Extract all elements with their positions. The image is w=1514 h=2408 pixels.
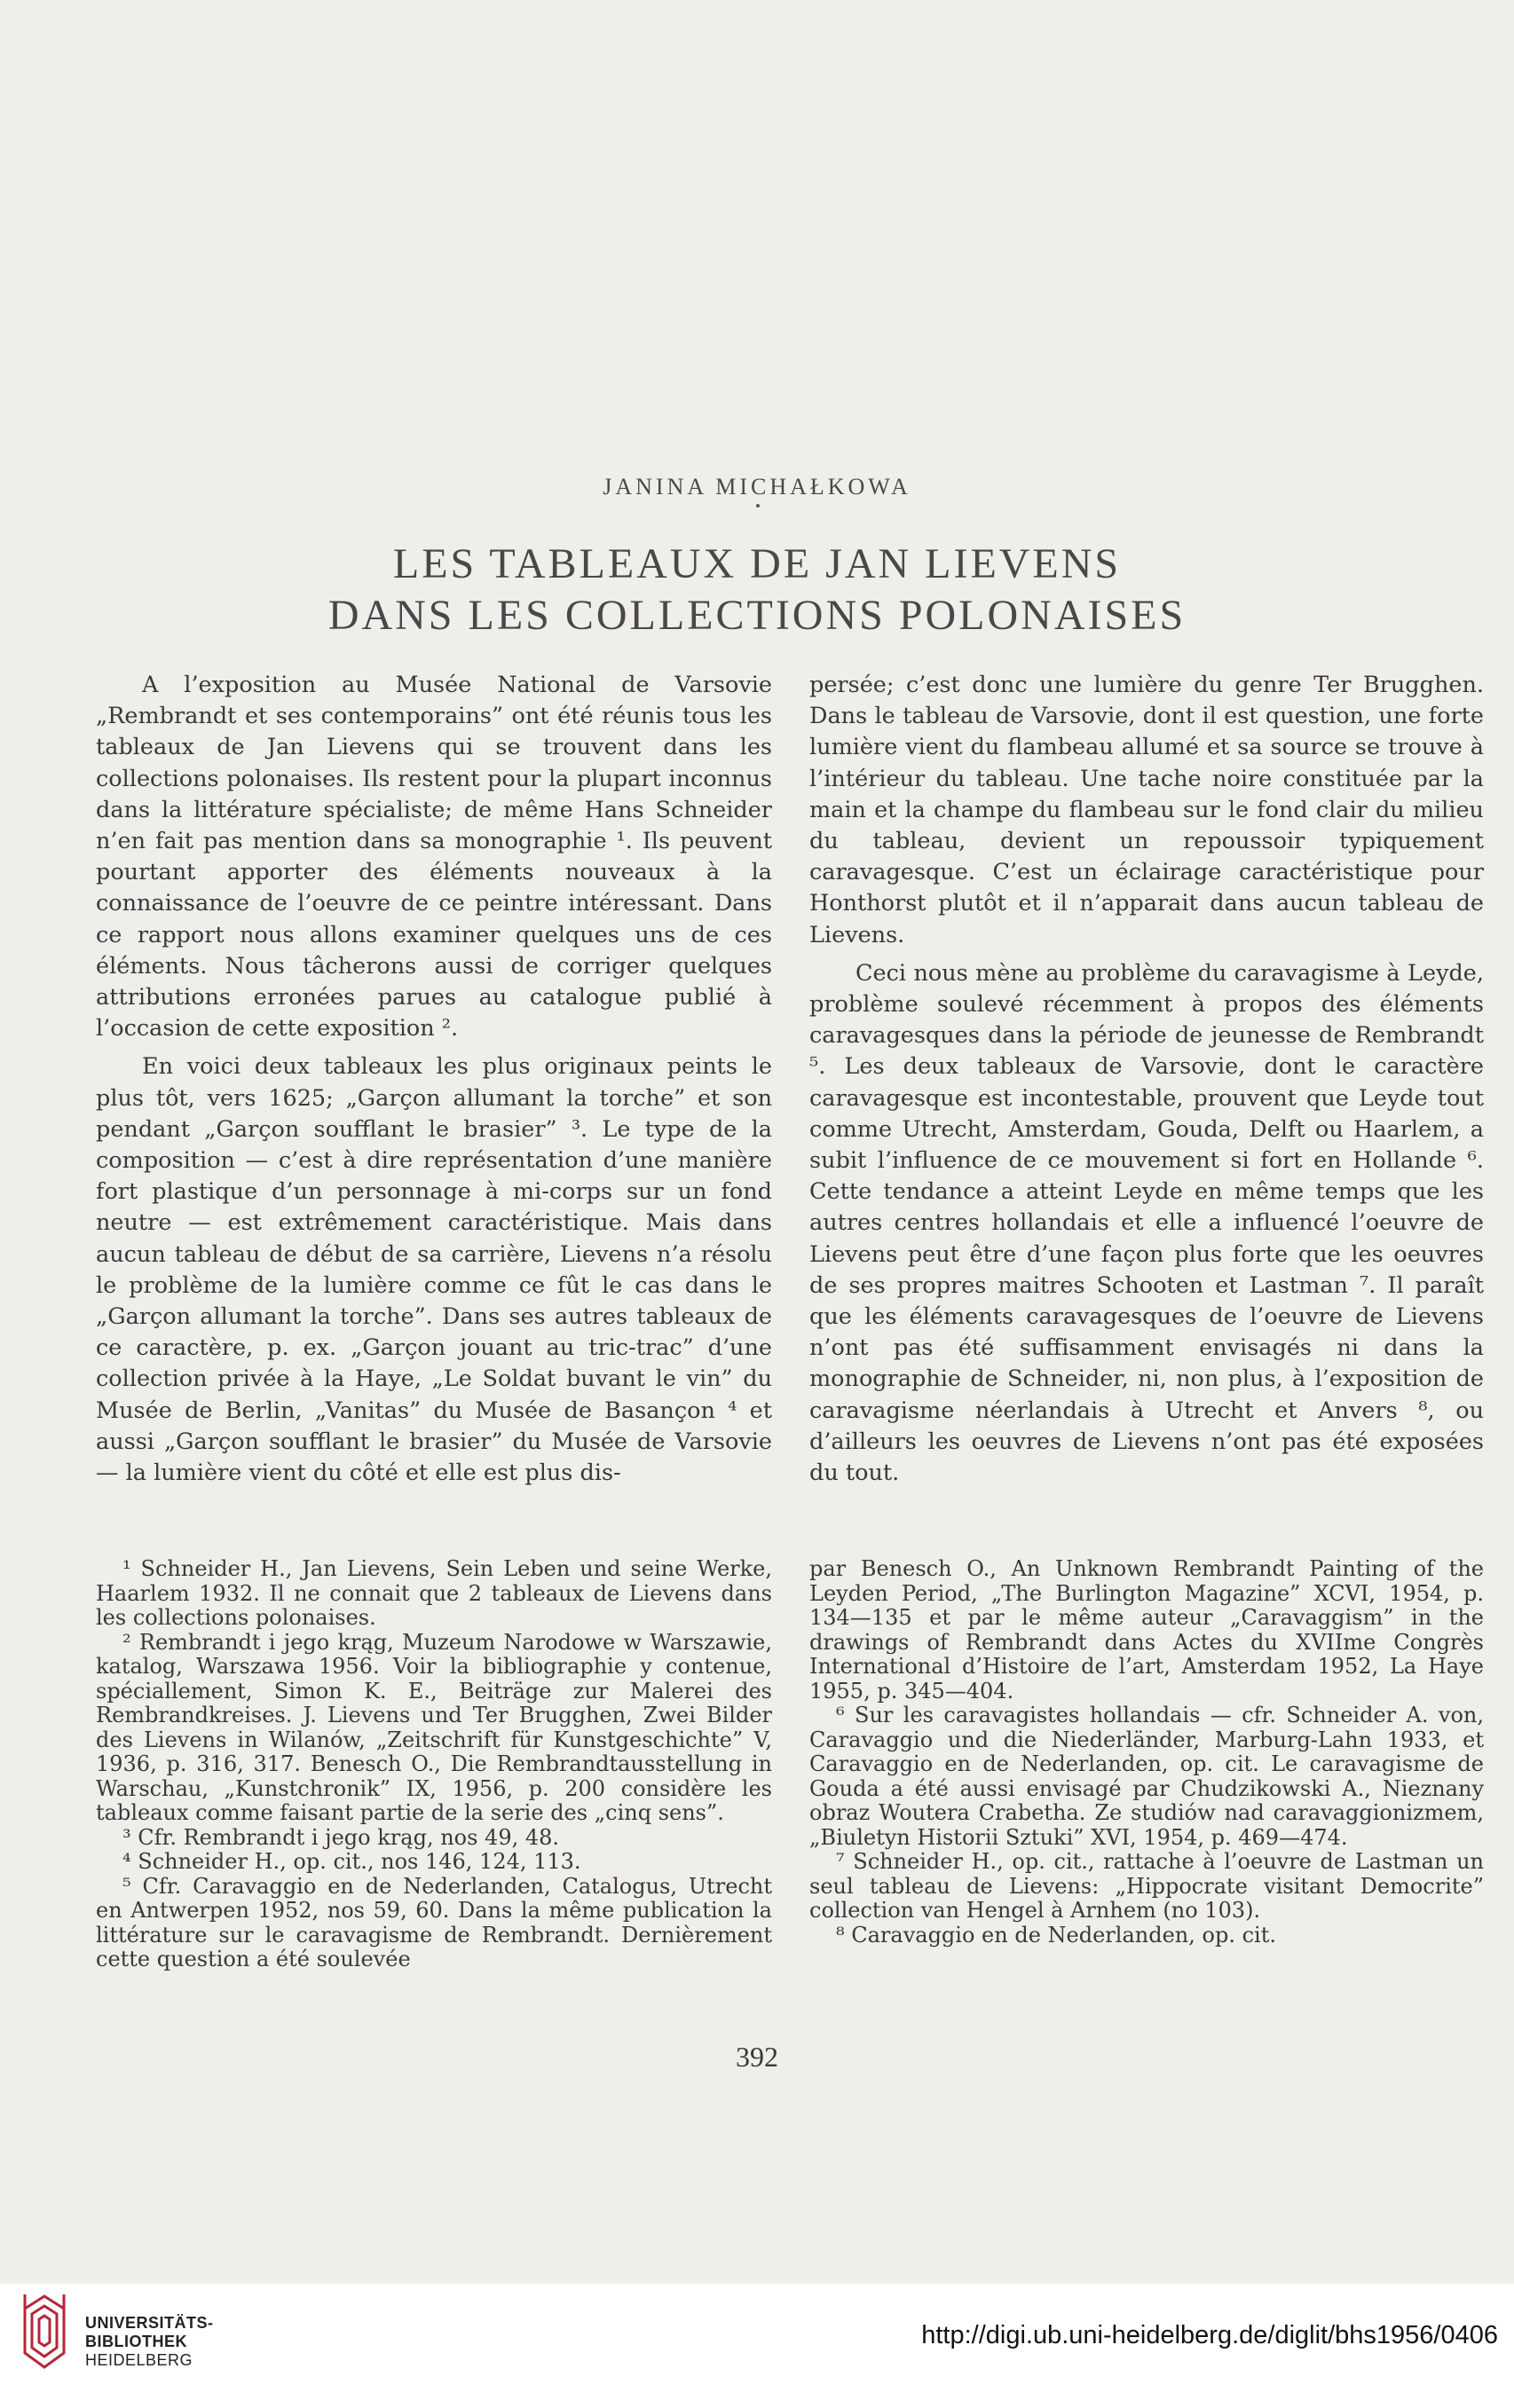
library-name-line-1: UNIVERSITÄTS-: [85, 2314, 214, 2332]
footnote-8: ⁸ Caravaggio en de Nederlanden, op. cit.: [836, 1922, 1276, 1948]
footnotes-right: [809, 1557, 1484, 1948]
library-name-line-2: BIBLIOTHEK: [85, 2333, 187, 2350]
source-url-link[interactable]: http://digi.ub.uni-heidelberg.de/diglit/bhs1956/0406: [921, 2321, 1498, 2349]
footnote-3: ³ Cfr. Rembrandt i jego krąg, nos 49, 48.: [122, 1824, 560, 1850]
footnote-6: ⁶ Sur les caravagistes hollandais — cfr. Schneider A. von, Caravaggio und die Niederländer, Marburg-Lahn 1933, et Caravaggio en de Nederlanden, op. cit. Le caravagisme de Gouda a été aussi envisagé par Chudzikowski A., Nieznany obraz Woutera Crabetha. Ze studiów nad caravaggionizmem, „Biuletyn Historii Sztuki” XVI, 1954, p. 469—474.: [809, 1703, 1484, 1850]
title-line-2: DANS LES COLLECTIONS POLONAISES: [327, 592, 1187, 639]
author-name: JANINA MICHAŁKOWA: [603, 474, 911, 500]
title-line-1: LES TABLEAUX DE JAN LIEVENS: [392, 540, 1122, 587]
decorative-dot: [756, 504, 760, 508]
left-paragraph-2: En voici deux tableaux les plus originaux peints le plus tôt, vers 1625; „Garçon allumant la torche” et son pendant „Garçon soufflant le brasier” ³. Le type de la composition — c’est à dire représentation d’une manière fort plastique d’un personnage à mi-corps sur un fond neutre — est extrêmement caractéristique. Mais dans aucun tableau de début de sa carrière, Lievens n’a résolu le problème de la lumière comme ce fût le cas dans le „Garçon allumant la torche”. Dans ses autres tableaux de ce caractère, p. ex. „Garçon jouant au tric-trac” d’une collection privée à la Haye, „Le Soldat buvant le vin” du Musée de Berlin, „Vanitas” du Musée de Basançon ⁴ et aussi „Garçon soufflant le brasier” du Musée de Varsovie — la lumière vient du côté et elle est plus dis-: [96, 1053, 772, 1487]
footnote-2: ² Rembrandt i jego krąg, Muzeum Narodowe w Warszawie, katalog, Warszawa 1956. Voir la bibliographie y contenue, spéciallement, Simon K. E., Beiträge zur Malerei des Rembrandkreises. J. Lievens und Ter Brugghen, Zwei Bilder des Lievens in Wilanów, „Zeitschrift für Kunstgeschichte” V, 1936, p. 316, 317. Benesch O., Die Rembrandtausstellung in Warschau, „Kunstchronik” IX, 1956, p. 200 considère les tableaux comme faisant partie de la serie des „cinq sens”.: [96, 1629, 772, 1825]
footnote-5-continued: par Benesch O., An Unknown Rembrandt Painting of the Leyden Period, „The Burlington Magazine” XCVI, 1954, p. 134—135 et par le même auteur „Caravaggism” in the drawings of Rembrandt dans Actes du XVIIme Congrès International d’Histoire de l’art, Amsterdam 1952, La Haye 1955, p. 345—404.: [809, 1556, 1484, 1704]
left-column: [96, 670, 772, 1489]
footnote-7: ⁷ Schneider H., op. cit., rattache à l’oeuvre de Lastman un seul tableau de Lievens: „Hippocrate visitant Democrite” collection van Hengel à Arnhem (no 103).: [809, 1849, 1484, 1923]
library-name: [85, 2314, 214, 2370]
right-paragraph-1: persée; c’est donc une lumière du genre Ter Brugghen. Dans le tableau de Varsovie, dont il est question, une forte lumière vient du flambeau allumé et sa source se trouve à l’intérieur du tableau. Une tache noire constituée par la main et la champe du flambeau sur le fond clair du milieu du tableau, devient un repoussoir typiquement caravagesque. C’est un éclairage caractéristique pour Honthorst plutôt et il n’apparait dans aucun tableau de Lievens.: [809, 672, 1484, 948]
left-paragraph-1: A l’exposition au Musée National de Varsovie „Rembrandt et ses contemporains” ont été réunis tous les tableaux de Jan Lievens qui se trouvent dans les collections polonaises. Ils restent pour la plupart inconnus dans la littérature spécialiste; de même Hans Schneider n’en fait pas mention dans sa monographie ¹. Ils peuvent pourtant apporter des éléments nouveaux à la connaissance de l’oeuvre de ce peintre intéressant. Dans ce rapport nous allons examiner quelques uns de ces éléments. Nous tâcherons aussi de corriger quelques attributions erronées parues au catalogue publié à l’occasion de cette exposition ².: [96, 672, 772, 1043]
library-name-line-3: HEIDELBERG: [85, 2351, 193, 2369]
footnote-5: ⁵ Cfr. Caravaggio en de Nederlanden, Catalogus, Utrecht en Antwerpen 1952, nos 59, 60. Dans la même publication la littérature sur le caravagisme de Rembrandt. Dernièrement cette question a été soulevée: [96, 1873, 772, 1971]
page-number: 392: [736, 2041, 778, 2073]
right-column: [809, 670, 1484, 1489]
library-logo-icon: [18, 2291, 71, 2373]
library-footer: [0, 2284, 1514, 2408]
footnotes-left: [96, 1557, 772, 1972]
footnote-1: ¹ Schneider H., Jan Lievens, Sein Leben und seine Werke, Haarlem 1932. Il ne connait que 2 tableaux de Lievens dans les collections polonaises.: [96, 1556, 772, 1630]
footnote-4: ⁴ Schneider H., op. cit., nos 146, 124, 113.: [122, 1849, 581, 1874]
right-paragraph-2: Ceci nous mène au problème du caravagisme à Leyde, problème soulevé récemment à propos des éléments caravagesques dans la période de jeunesse de Rembrandt ⁵. Les deux tableaux de Varsovie, dont le caractère caravagesque est incontestable, prouvent que Leyde tout comme Utrecht, Amsterdam, Gouda, Delft ou Haarlem, a subit l’influence de ce mouvement si fort en Hollande ⁶. Cette tendance a atteint Leyde en même temps que les autres centres hollandais et elle a influencé l’oeuvre de Lievens peut être d’une façon plus forte que les oeuvres de ses propres maitres Schooten et Lastman ⁷. Il paraît que les éléments caravagesques de l’oeuvre de Lievens n’ont pas été suffisamment envisagés ni dans la monographie de Schneider, ni, non plus, à l’exposition de caravagisme néerlandais à Utrecht et Anvers ⁸, ou d’ailleurs les oeuvres de Lievens n’ont pas été exposées du tout.: [809, 959, 1484, 1487]
